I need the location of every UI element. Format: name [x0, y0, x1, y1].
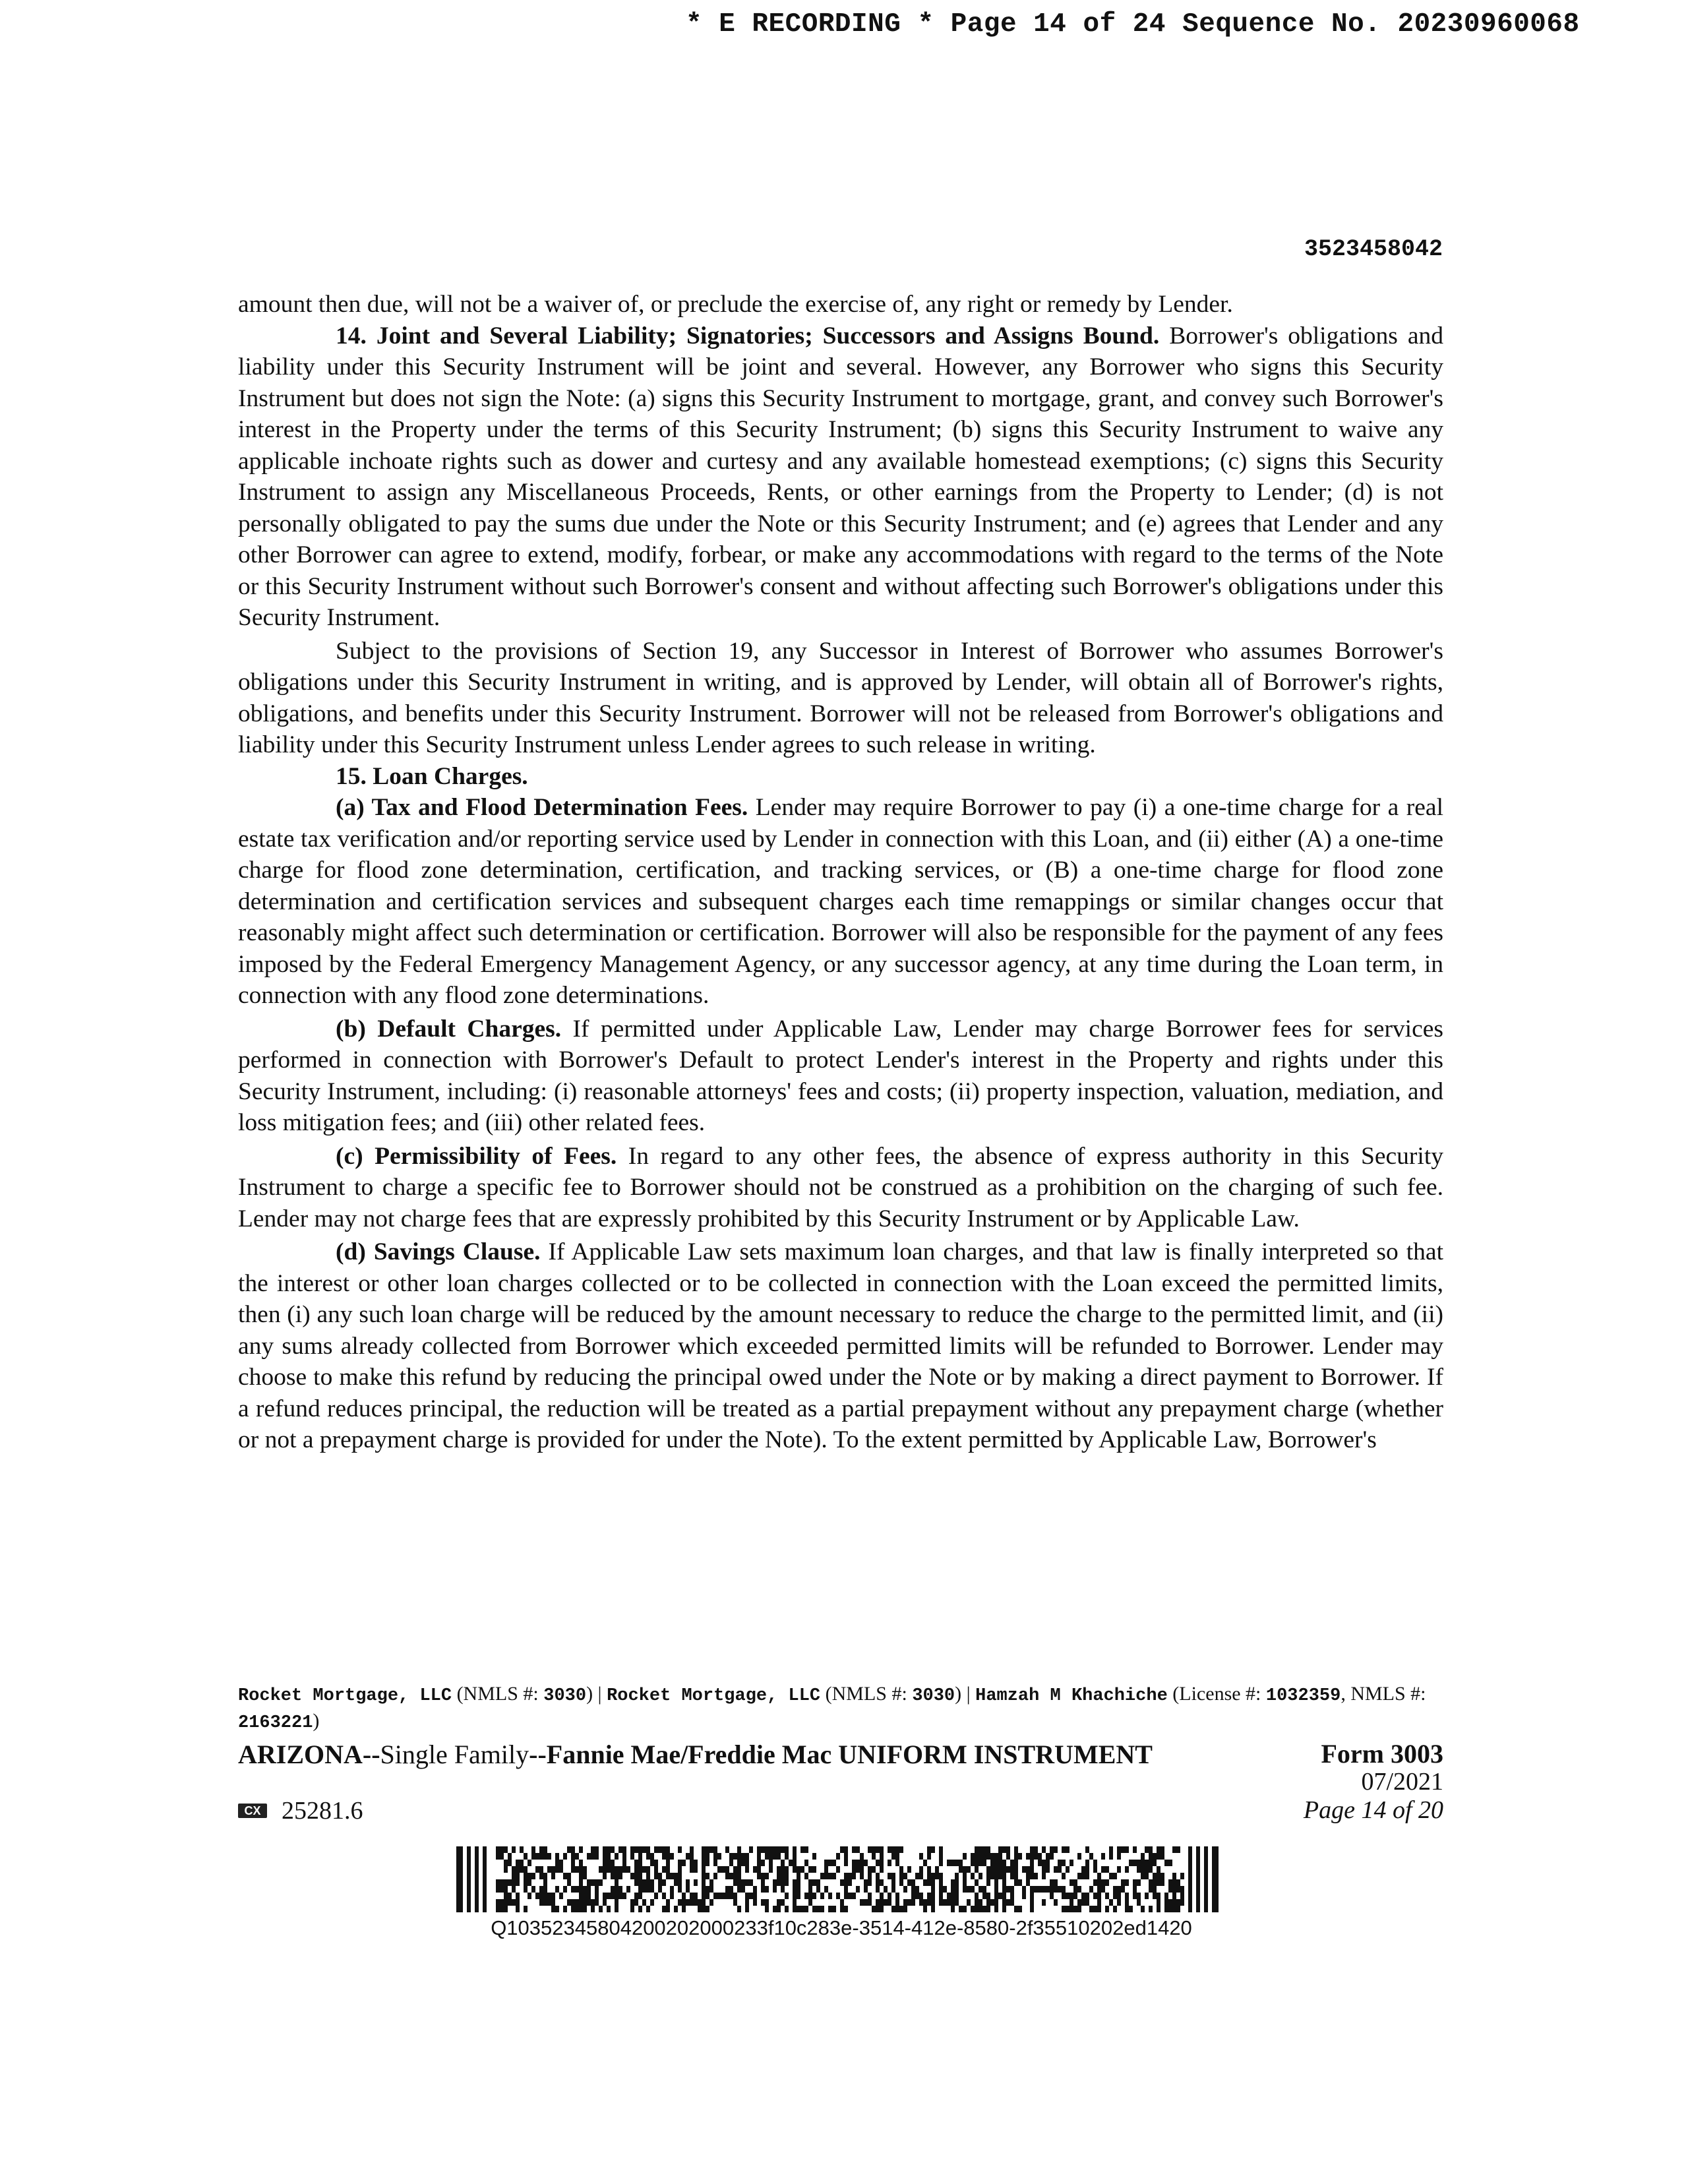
- lender-nmls: 3030: [543, 1686, 587, 1706]
- loan-number: 3523458042: [1304, 236, 1443, 262]
- section-14-title: 14. Joint and Several Liability; Signatories; Successors and Assigns Bound.: [336, 322, 1160, 349]
- section-15c-text: In regard to any other fees, the absence of express authority in this Security Instrument to charge a specific fee to Borrower should not be construed as a prohibition on the charging of such fee. Lender may not charge fees that are expressly prohibited by this Security Instrument or by Applicable Law.: [238, 1142, 1444, 1232]
- section-15c-title: (c) Permissibility of Fees.: [336, 1142, 617, 1170]
- section-15: [238, 761, 1443, 793]
- form-info: [1304, 1740, 1443, 1825]
- document-body: [238, 289, 1443, 1456]
- section-15b: [238, 1014, 1443, 1139]
- section-15d-title: (d) Savings Clause.: [336, 1238, 541, 1265]
- barcode-text: Q10352345804200202000233f10c283e-3514-412e-8580-2f35510202ed1420: [491, 1916, 1192, 1939]
- cx-logo-icon: CX: [238, 1804, 267, 1818]
- section-15d-text: If Applicable Law sets maximum loan charges, and that law is finally interpreted so that the interest or other loan charges collected or to be collected in connection with the Loan exceed the permitted limits, then (i) any such loan charge will be reduced by the amount necessary to reduce the charge to the permitted limit, and (ii) any sums already collected from Borrower which exceeded permitted limits will be refunded to Borrower. Lender may choose to make this refund by reducing the principal owed under the Note or by making a direct payment to Borrower. If a refund reduces principal, the reduction will be treated as a partial prepayment without any prepayment charge (whether or not a prepayment charge is provided for under the Note). To the extent permitted by Applicable Law, Borrower's: [238, 1238, 1443, 1453]
- lender-nmls-2: 3030: [912, 1686, 955, 1706]
- document-code: 25281.6: [282, 1797, 363, 1825]
- section-15b-text: If permitted under Applicable Law, Lender may charge Borrower fees for services performed in connection with Borrower's Default to protect Lender's interest in the Property and rights under this Security Instrument, including: (i) reasonable attorneys' fees and costs; (ii) property inspection, valuation, mediation, and loss mitigation fees; and (iii) other related fees.: [238, 1015, 1443, 1136]
- section-15d: [238, 1236, 1443, 1456]
- section-15-title: 15. Loan Charges.: [336, 762, 528, 790]
- lender-name-2: Rocket Mortgage, LLC: [607, 1686, 821, 1706]
- instrument-title: ARIZONA--Single Family--Fannie Mae/Freddie Mac UNIFORM INSTRUMENT: [238, 1740, 1153, 1769]
- barcode-icon: [456, 1846, 1226, 1912]
- footer: [238, 1682, 1443, 1825]
- lender-info: Rocket Mortgage, LLC (NMLS #: 3030) | Rocket Mortgage, LLC (NMLS #: 3030) | Hamzah M Khachiche (License #: 1032359, NMLS #: 2163221): [238, 1683, 1426, 1733]
- section-14-paragraph-2: Subject to the provisions of Section 19, any Successor in Interest of Borrower who assumes Borrower's obligations under this Security Instrument in writing, and is approved by Lender, will obtain all of Borrower's rights, obligations, and benefits under this Security Instrument. Borrower will not be released from Borrower's obligations and liability under this Security Instrument unless Lender agrees to such release in writing.: [238, 637, 1443, 758]
- form-date: 07/2021: [1361, 1768, 1443, 1796]
- form-number: Form 3003: [1321, 1739, 1443, 1769]
- section-15b-title: (b) Default Charges.: [336, 1015, 562, 1043]
- originator-nmls: 2163221: [238, 1713, 313, 1733]
- section-14-text: Borrower's obligations and liability under this Security Instrument will be joint and several. However, any Borrower who signs this Security Instrument but does not sign the Note: (a) signs this Security Instrument to mortgage, grant, and convey such Borrower's interest in the Property under the terms of this Security Instrument; (b) signs this Security Instrument to waive any applicable inchoate rights such as dower and curtesy and any available homestead exemptions; (c) signs this Security Instrument to assign any Miscellaneous Proceeds, Rents, or other earnings from the Property to Lender; (d) is not personally obligated to pay the sums due under the Note or this Security Instrument; and (e) agrees that Lender and any other Borrower can agree to extend, modify, forbear, or make any accommodations with regard to the terms of the Note or this Security Instrument without such Borrower's consent and without affecting such Borrower's obligations under this Security Instrument.: [238, 322, 1443, 631]
- recording-header: * E RECORDING * Page 14 of 24 Sequence No. 20230960068: [686, 9, 1580, 40]
- section-15a: [238, 792, 1443, 1012]
- section-15c: [238, 1141, 1443, 1235]
- section-15a-title: (a) Tax and Flood Determination Fees.: [336, 794, 748, 821]
- page-number: Page 14 of 20: [1303, 1796, 1443, 1824]
- originator-license: 1032359: [1265, 1686, 1341, 1706]
- form-row: [238, 1740, 1443, 1825]
- section-14: [238, 320, 1443, 634]
- loan-originator: Hamzah M Khachiche: [975, 1686, 1168, 1706]
- lender-name: Rocket Mortgage, LLC: [238, 1686, 452, 1706]
- paragraph-continuation: amount then due, will not be a waiver of, or preclude the exercise of, any right or remedy by Lender.: [238, 291, 1233, 318]
- section-15a-text: Lender may require Borrower to pay (i) a one-time charge for a real estate tax verification and/or reporting service used by Lender in connection with this Loan, and (ii) either (A) a one-time charge for flood zone determination, certification, and tracking services, or (B) a one-time charge for flood zone determination and certification services and subsequent charges each time remappings or similar changes occur that reasonably might affect such determination or certification. Borrower will also be responsible for the payment of any fees imposed by the Federal Emergency Management Agency, or any successor agency, at any time during the Loan term, in connection with any flood zone determinations.: [238, 794, 1443, 1009]
- document-code-row: [238, 1796, 363, 1825]
